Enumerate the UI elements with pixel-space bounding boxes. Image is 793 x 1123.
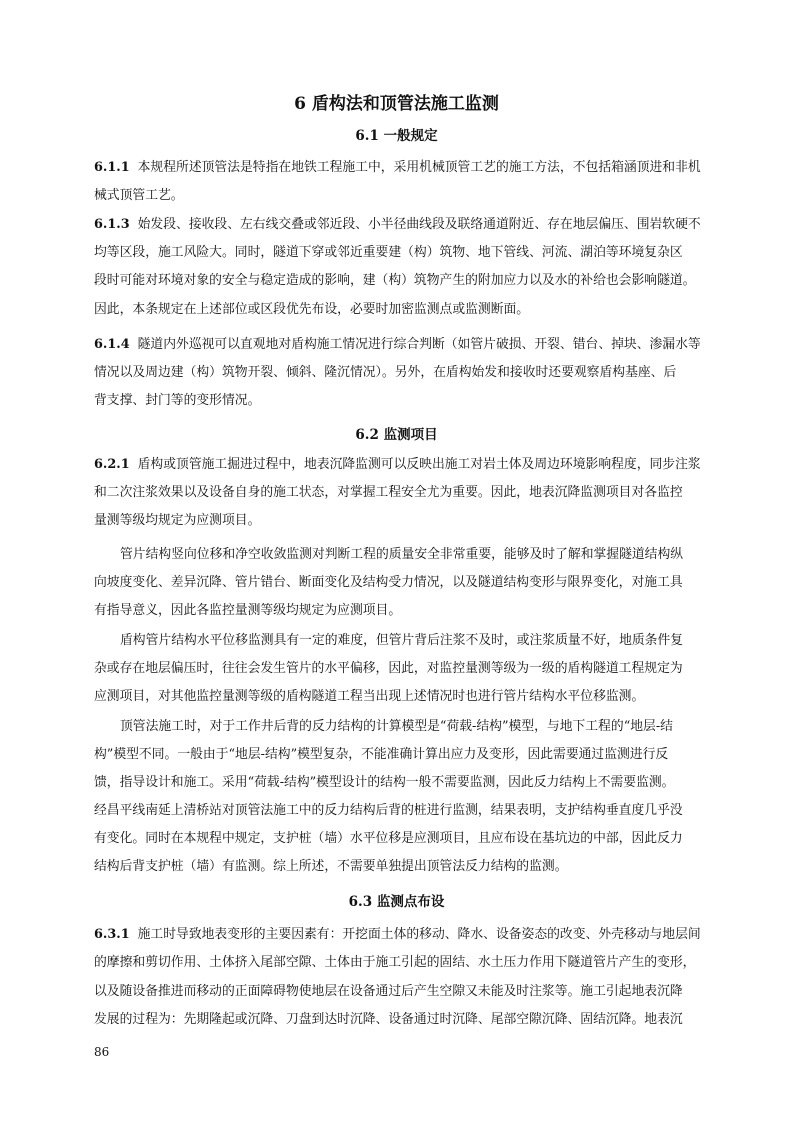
page-number: 86 [94,1045,110,1059]
clause-text: 隧道内外巡视可以直观地对盾构施工情况进行综合判断（如管片破损、开裂、错台、掉块、渗漏水等 [137,337,701,352]
paragraph-line: 盾构管片结构水平位移监测具有一定的难度，但管片背后注浆不及时，或注浆质量不好，地质条件复 [120,633,684,648]
clause-text: 始发段、接收段、左右线交叠或邻近段、小半径曲线段及联络通道附近、存在地层偏压、围岩软硬不 [137,217,701,232]
paragraph-line: 向坡度变化、差异沉降、管片错台、断面变化及结构受力情况，以及隧道结构变形与限界变化，对施工具 [94,575,683,590]
clause-6-3-1-line: 的摩擦和剪切作用、土体挤入尾部空隙、土体由于施工引起的固结、水土压力作用下隧道管片产生的变形， [94,955,696,970]
clause-number: 6.3.1 [94,927,130,942]
clause-6-1-3-line: 因此，本条规定在上述部位或区段优先布设，必要时加密监测点或监测断面。 [94,302,530,317]
clause-6-1-3-line: 均等区段，施工风险大。同时，隧道下穿或邻近重要建（构）筑物、地下管线、河流、湖泊等环境复杂区 [94,245,683,260]
clause-6-1-3-line [94,216,701,234]
paragraph-line: 结构后背支护桩（墙）有监测。综上所述，不需要单独提出顶管法反力结构的监测。 [94,859,568,874]
clause-number: 6.2.1 [94,457,130,472]
paragraph-line: 杂或存在地层偏压时，往往会发生管片的水平偏移，因此，对监控量测等级为一级的盾构隧道工程规定为 [94,661,683,676]
paragraph-line: 经昌平线南延上清桥站对顶管法施工中的反力结构后背的桩进行监测，结果表明，支护结构垂直度几乎没 [94,803,683,818]
section-title-6-3: 6.3 监测点布设 [348,894,445,910]
clause-6-3-1-line [94,926,701,944]
clause-text: 本规程所述顶管法是特指在地铁工程施工中，采用机械顶管工艺的施工方法，不包括箱涵顶进和非机 [137,160,701,175]
paragraph-line: 构”模型不同。一般由于“地层-结构”模型复杂，不能准确计算出应力及变形，因此需要通过监测进行反 [94,747,669,762]
clause-6-2-1-line: 和二次注浆效果以及设备自身的施工状态，对掌握工程安全尤为重要。因此，地表沉降监测项目对各监控 [94,485,683,500]
clause-number: 6.1.4 [94,337,130,352]
chapter-title: 6 盾构法和顶管法施工监测 [294,94,499,114]
clause-number: 6.1.1 [94,160,130,175]
clause-text: 盾构或顶管施工掘进过程中，地表沉降监测可以反映出施工对岩土体及周边环境影响程度，同步注浆 [137,457,701,472]
section-title-6-1: 6.1 一般规定 [355,128,438,144]
paragraph-line: 应测项目，对其他监控量测等级的盾构隧道工程当出现上述情况时也进行管片结构水平位移监测。 [94,689,645,704]
section-title-6-2: 6.2 监测项目 [355,427,438,443]
clause-text: 施工时导致地表变形的主要因素有：开挖面土体的移动、降水、设备姿态的改变、外壳移动与地层间 [137,927,701,942]
paragraph-line: 馈，指导设计和施工。采用“荷载-结构”模型设计的结构一般不需要监测，因此反力结构上不需要监测。 [94,775,675,790]
clause-6-1-4-line: 情况以及周边建（构）筑物开裂、倾斜、隆沉情况）。另外，在盾构始发和接收时还要观察盾构基座、后 [94,365,677,380]
clause-6-2-1-line: 量测等级均规定为应测项目。 [94,513,261,528]
clause-number: 6.1.3 [94,217,130,232]
paragraph-line: 管片结构竖向位移和净空收敛监测对判断工程的质量安全非常重要，能够及时了解和掌握隧道结构纵 [120,547,684,562]
clause-6-1-4-line [94,336,701,354]
clause-6-1-4-line: 背支撑、封门等的变形情况。 [94,393,261,408]
clause-6-1-3-line: 段时可能对环境对象的安全与稳定造成的影响，建（构）筑物产生的附加应力以及水的补给也会影响隧道。 [94,273,696,288]
clause-6-1-1-line: 械式顶管工艺。 [94,188,184,203]
paragraph-line: 有指导意义，因此各监控量测等级均规定为应测项目。 [94,603,402,618]
clause-6-3-1-line: 以及随设备推进而移动的正面障碍物使地层在设备通过后产生空隙又未能及时注浆等。施工引起地表沉降 [94,984,683,999]
paragraph-line: 有变化。同时在本规程中规定，支护桩（墙）水平位移是应测项目，且应布设在基坑边的中部，因此反力 [94,831,683,846]
clause-6-2-1-line [94,456,701,474]
paragraph-line: 顶管法施工时，对于工作井后背的反力结构的计算模型是“荷载-结构”模型，与地下工程的“地层-结 [120,719,673,734]
clause-6-3-1-line: 发展的过程为：先期隆起或沉降、刀盘到达时沉降、设备通过时沉降、尾部空隙沉降、固结沉降。地表沉 [94,1012,683,1027]
clause-6-1-1-line [94,159,701,177]
